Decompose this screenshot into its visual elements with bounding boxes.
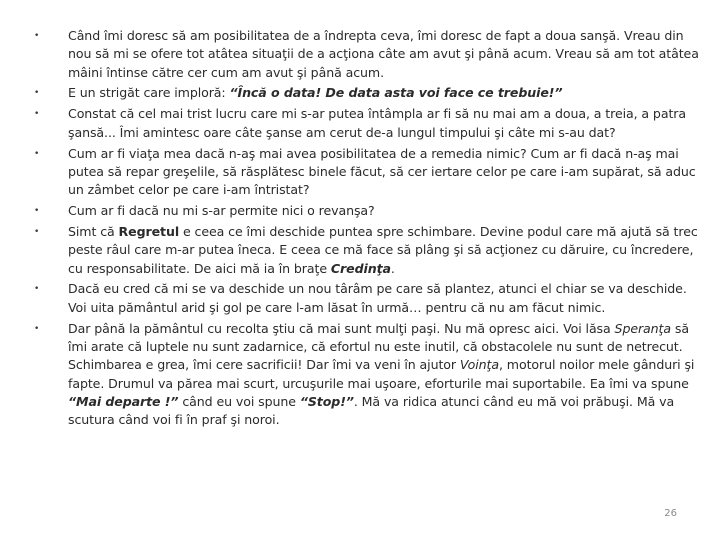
bullet-text: . Mă va ridica atunci când eu mă voi prăbuşi. Mă va scutura când voi fi în praf şi noroi. bbox=[68, 393, 675, 428]
bullet-text: Constat că cel mai trist lucru care mi s-ar putea întâmpla ar fi să nu mai am a doua, a treia, a patra şansă... Îmi amintesc oare câte şanse am cerut de-a lungul timpului şi câte mi s-au dat? bbox=[68, 106, 686, 140]
bullet-item bbox=[34, 320, 700, 430]
bullet-dot-icon: • bbox=[34, 284, 40, 295]
bullet-dot-icon: • bbox=[34, 226, 40, 237]
bullet-text: când eu voi spune bbox=[178, 393, 300, 409]
bullet-text: E un strigăt care imploră: bbox=[68, 85, 230, 101]
bullet-item bbox=[34, 223, 700, 278]
bullet-text: Simt că bbox=[68, 223, 119, 239]
bullet-list bbox=[34, 27, 700, 432]
bullet-text: Cum ar fi dacă nu mi s-ar permite nici o revanşa? bbox=[68, 203, 375, 219]
emphasis-text: “Încă o data! De data asta voi face ce trebuie!” bbox=[229, 85, 563, 101]
bullet-item bbox=[34, 27, 700, 82]
bullet-text: , motorul noilor mele gânduri şi fapte. Drumul va părea mai scurt, urcuşurile mai uşoare, eforturile mai suportabile. Ea îmi va spune bbox=[68, 357, 695, 391]
bullet-dot-icon: • bbox=[34, 148, 40, 159]
emphasis-text: “Stop!” bbox=[299, 393, 354, 409]
emphasis-text: “Mai departe !” bbox=[68, 393, 179, 409]
page-number: 26 bbox=[664, 508, 677, 519]
emphasis-text: Credinţa bbox=[330, 260, 391, 276]
bullet-text: Dar până la pământul cu recolta ştiu că mai sunt mulţi paşi. Nu mă opresc aici. Voi lăsa bbox=[68, 320, 615, 336]
bullet-text: e ceea ce îmi deschide puntea spre schimbare. Devine podul care mă ajută să trec peste râul care m-ar putea îneca. E ceea ce mă face să plâng şi să acţionez cu dăruire, cu încredere, cu responsabilitate. De aici mă ia în braţe bbox=[68, 223, 698, 276]
bullet-text: . bbox=[390, 260, 395, 276]
emphasis-text: Voinţa bbox=[459, 357, 499, 373]
bullet-dot-icon: • bbox=[34, 31, 40, 41]
bullet-text: Dacă eu cred că mi se va deschide un nou târâm pe care să plantez, atunci el chiar se va deschide. Voi uita pământul arid şi gol pe care l-am lăsat în urmă… pentru că nu am făcut nimic. bbox=[68, 281, 687, 315]
bullet-dot-icon: • bbox=[34, 323, 40, 334]
bullet-dot-icon: • bbox=[34, 88, 40, 99]
emphasis-text: Speranţa bbox=[614, 320, 672, 336]
bullet-dot-icon: • bbox=[34, 109, 40, 120]
bullet-dot-icon: • bbox=[34, 206, 40, 217]
bullet-item bbox=[34, 84, 700, 102]
emphasis-text: Regretul bbox=[118, 223, 180, 239]
bullet-item bbox=[34, 105, 700, 142]
bullet-item bbox=[34, 280, 700, 317]
bullet-text: să îmi arate că luptele nu sunt zadarnice, că efortul nu este inutil, că obstacolele nu sunt de netrecut. Schimbarea e grea, îmi cere sacrificii! Dar îmi va veni în ajutor bbox=[68, 320, 689, 373]
bullet-item bbox=[34, 145, 700, 200]
bullet-text: Cum ar fi viaţa mea dacă n-aş mai avea posibilitatea de a remedia nimic? Cum ar fi dacă n-aş mai putea să repar greşelile, să răsplătesc binele făcut, să cer iertare celor pe care i-am supărat, să aduc un zâmbet celor pe care i-am întristat? bbox=[68, 145, 696, 198]
bullet-text: Când îmi doresc să am posibilitatea de a îndrepta ceva, îmi doresc de fapt a doua sanşă. Vreau din nou să mi se ofere tot atâtea situaţii de a acţiona câte am avut şi până acum. Vreau să am tot atâtea mâini întinse către cer cum am avut şi până acum. bbox=[68, 28, 699, 80]
bullet-item bbox=[34, 202, 700, 220]
